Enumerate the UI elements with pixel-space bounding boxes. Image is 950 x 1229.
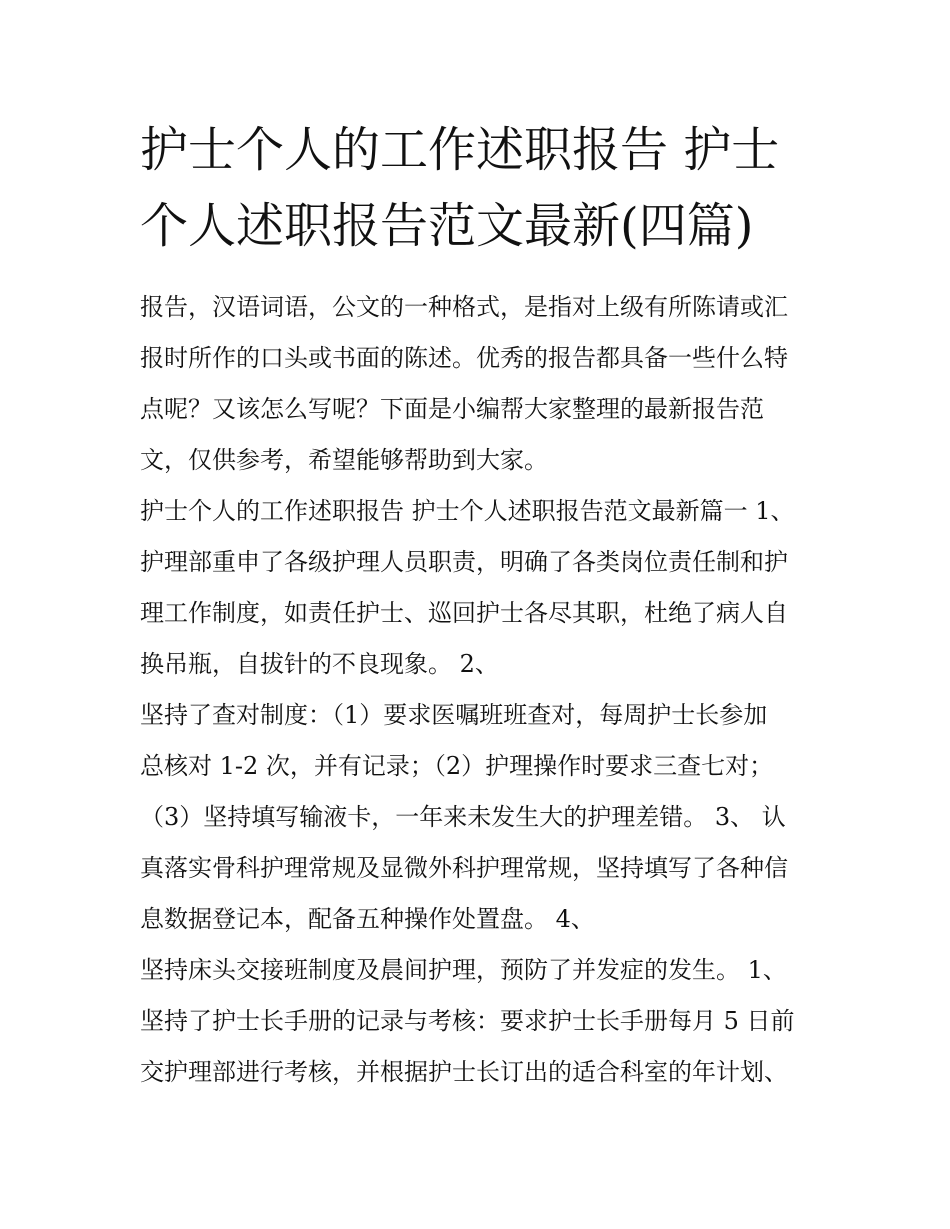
- body-line: 坚持床头交接班制度及晨间护理，预防了并发症的发生。 1、: [140, 956, 787, 984]
- body-line: 换吊瓶，自拔针的不良现象。 2、: [140, 650, 499, 678]
- body-line: 护理部重申了各级护理人员职责，明确了各类岗位责任制和护: [140, 548, 788, 576]
- title-line-2: 个人述职报告范文最新(四篇): [140, 198, 754, 254]
- body-line: 护士个人的工作述职报告 护士个人述职报告范文最新篇一 1、: [140, 497, 795, 525]
- body-line: 坚持了查对制度：（1）要求医嘱班班查对，每周护士长参加: [140, 701, 768, 729]
- body-line: 点呢？又该怎么写呢？下面是小编帮大家整理的最新报告范: [140, 395, 764, 423]
- body-line: 报告，汉语词语，公文的一种格式，是指对上级有所陈请或汇: [140, 293, 788, 321]
- body-line: 交护理部进行考核，并根据护士长订出的适合科室的年计划、: [140, 1058, 788, 1086]
- body-line: 报时所作的口头或书面的陈述。优秀的报告都具备一些什么特: [140, 344, 788, 372]
- body-line: 总核对 1-2 次，并有记录；（2）护理操作时要求三查七对；: [140, 752, 774, 780]
- document-title: [140, 112, 830, 264]
- body-line: 理工作制度，如责任护士、巡回护士各尽其职，杜绝了病人自: [140, 599, 788, 627]
- document-body: [140, 282, 840, 1098]
- body-line: （3）坚持填写输液卡，一年来未发生大的护理差错。 3、 认: [140, 803, 786, 831]
- body-line: 息数据登记本，配备五种操作处置盘。 4、: [140, 905, 595, 933]
- body-line: 文，仅供参考，希望能够帮助到大家。: [140, 446, 548, 474]
- body-line: 坚持了护士长手册的记录与考核：要求护士长手册每月 5 日前: [140, 1007, 795, 1035]
- title-line-1: 护士个人的工作述职报告 护士: [140, 122, 780, 178]
- body-line: 真落实骨科护理常规及显微外科护理常规，坚持填写了各种信: [140, 854, 788, 882]
